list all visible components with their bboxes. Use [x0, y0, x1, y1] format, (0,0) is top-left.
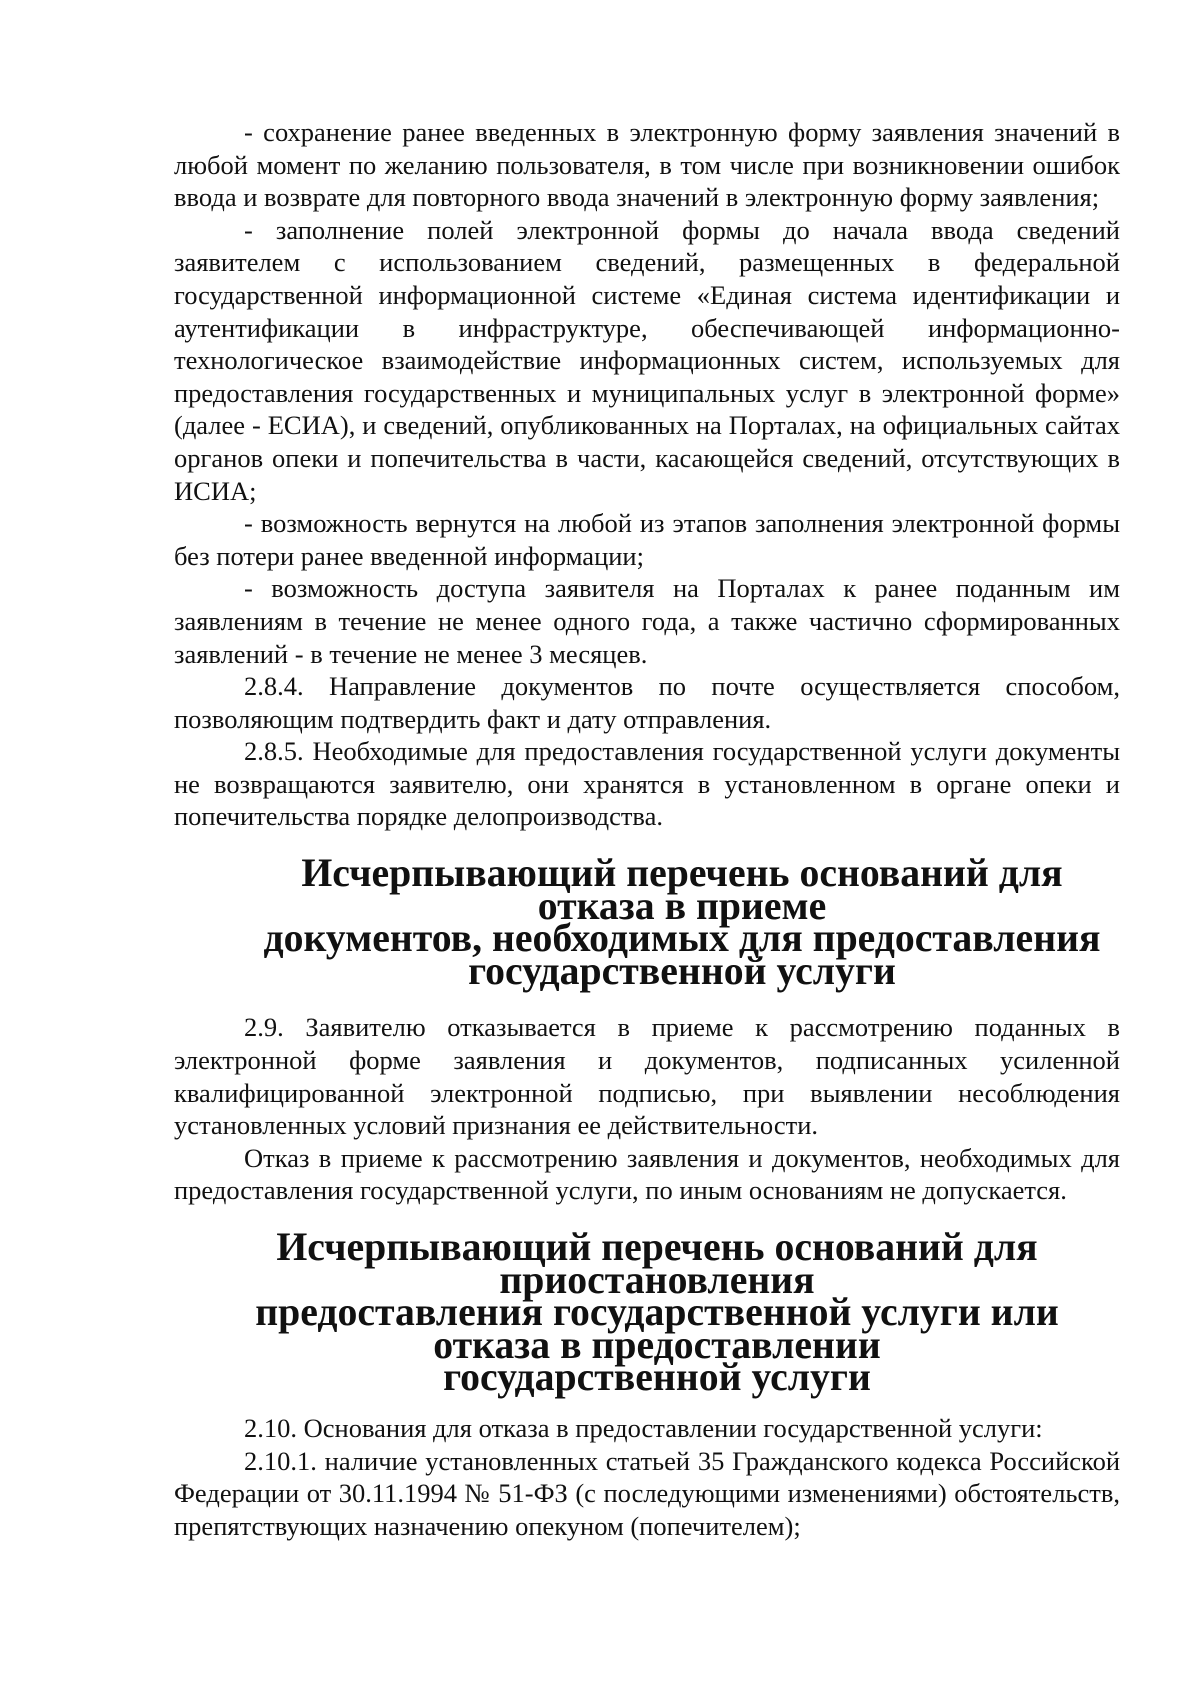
- paragraph-2-10: 2.10. Основания для отказа в предоставлении государственной услуги:: [244, 1412, 1043, 1443]
- paragraph-return-step: - возможность вернутся на любой из этапов заполнения электронной формы без потери ранее введенной информации;: [174, 508, 1120, 571]
- paragraph-2-8-4: 2.8.4. Направление документов по почте осуществляется способом, позволяющим подтвердить факт и дату отправления.: [174, 671, 1120, 734]
- paragraph-2-9: 2.9. Заявителю отказывается в приеме к рассмотрению поданных в электронной форме заявления и документов, подписанных усиленной квалифицированной электронной подписью, при выявлении несоблюдения установленных условий признания ее действительности.: [174, 1012, 1120, 1141]
- heading-line: Исчерпывающий перечень оснований для приостановления: [276, 1225, 1038, 1302]
- section-heading-refusal-acceptance: [174, 851, 1120, 993]
- paragraph-access-applications: - возможность доступа заявителя на Порталах к ранее поданным им заявлениям в течение не менее одного года, а также частично сформированных заявлений - в течение не менее 3 месяцев.: [174, 573, 1120, 669]
- heading-line: государственной услуги: [468, 948, 896, 993]
- paragraph-2-10-1: 2.10.1. наличие установленных статьей 35 Гражданского кодекса Российской Федерации от 30.11.1994 № 51-ФЗ (с последующими изменениями) обстоятельств, препятствующих назначению опекуном (попечителем);: [174, 1445, 1120, 1541]
- paragraph-2-8-5: 2.8.5. Необходимые для предоставления государственной услуги документы не возвращаются заявителю, они хранятся в установленном в органе опеки и попечительства порядке делопроизводства.: [174, 736, 1120, 832]
- heading-line: предоставления государственной услуги или отказа в предоставлении: [255, 1290, 1059, 1367]
- paragraph-refusal-other-grounds: Отказ в приеме к рассмотрению заявления и документов, необходимых для предоставления государственной услуги, по иным основаниям не допускается.: [174, 1142, 1120, 1206]
- heading-line: Исчерпывающий перечень оснований для отказа в приеме: [301, 851, 1063, 928]
- document-page: [174, 116, 1120, 1542]
- heading-line: документов, необходимых для предоставления: [263, 916, 1101, 961]
- heading-line: государственной услуги: [443, 1355, 871, 1400]
- paragraph-fill-fields: - заполнение полей электронной формы до начала ввода сведений заявителем с использованием сведений, размещенных в федеральной государственной информационной системе «Единая система идентификации и аутентификации в инфраструктуре, обеспечивающей информационно-технологическое взаимодействие информационных систем, используемых для предоставления государственных и муниципальных услуг в электронной форме» (далее - ЕСИА), и сведений, опубликованных на Порталах, на официальных сайтах органов опеки и попечительства в части, касающейся сведений, отсутствующих в ИСИА;: [174, 214, 1120, 506]
- section-heading-suspension-refusal: [174, 1225, 1120, 1400]
- paragraph-save-values: - сохранение ранее введенных в электронную форму заявления значений в любой момент по желанию пользователя, в том числе при возникновении ошибок ввода и возврате для повторного ввода значений в электронную форму заявления;: [174, 117, 1120, 213]
